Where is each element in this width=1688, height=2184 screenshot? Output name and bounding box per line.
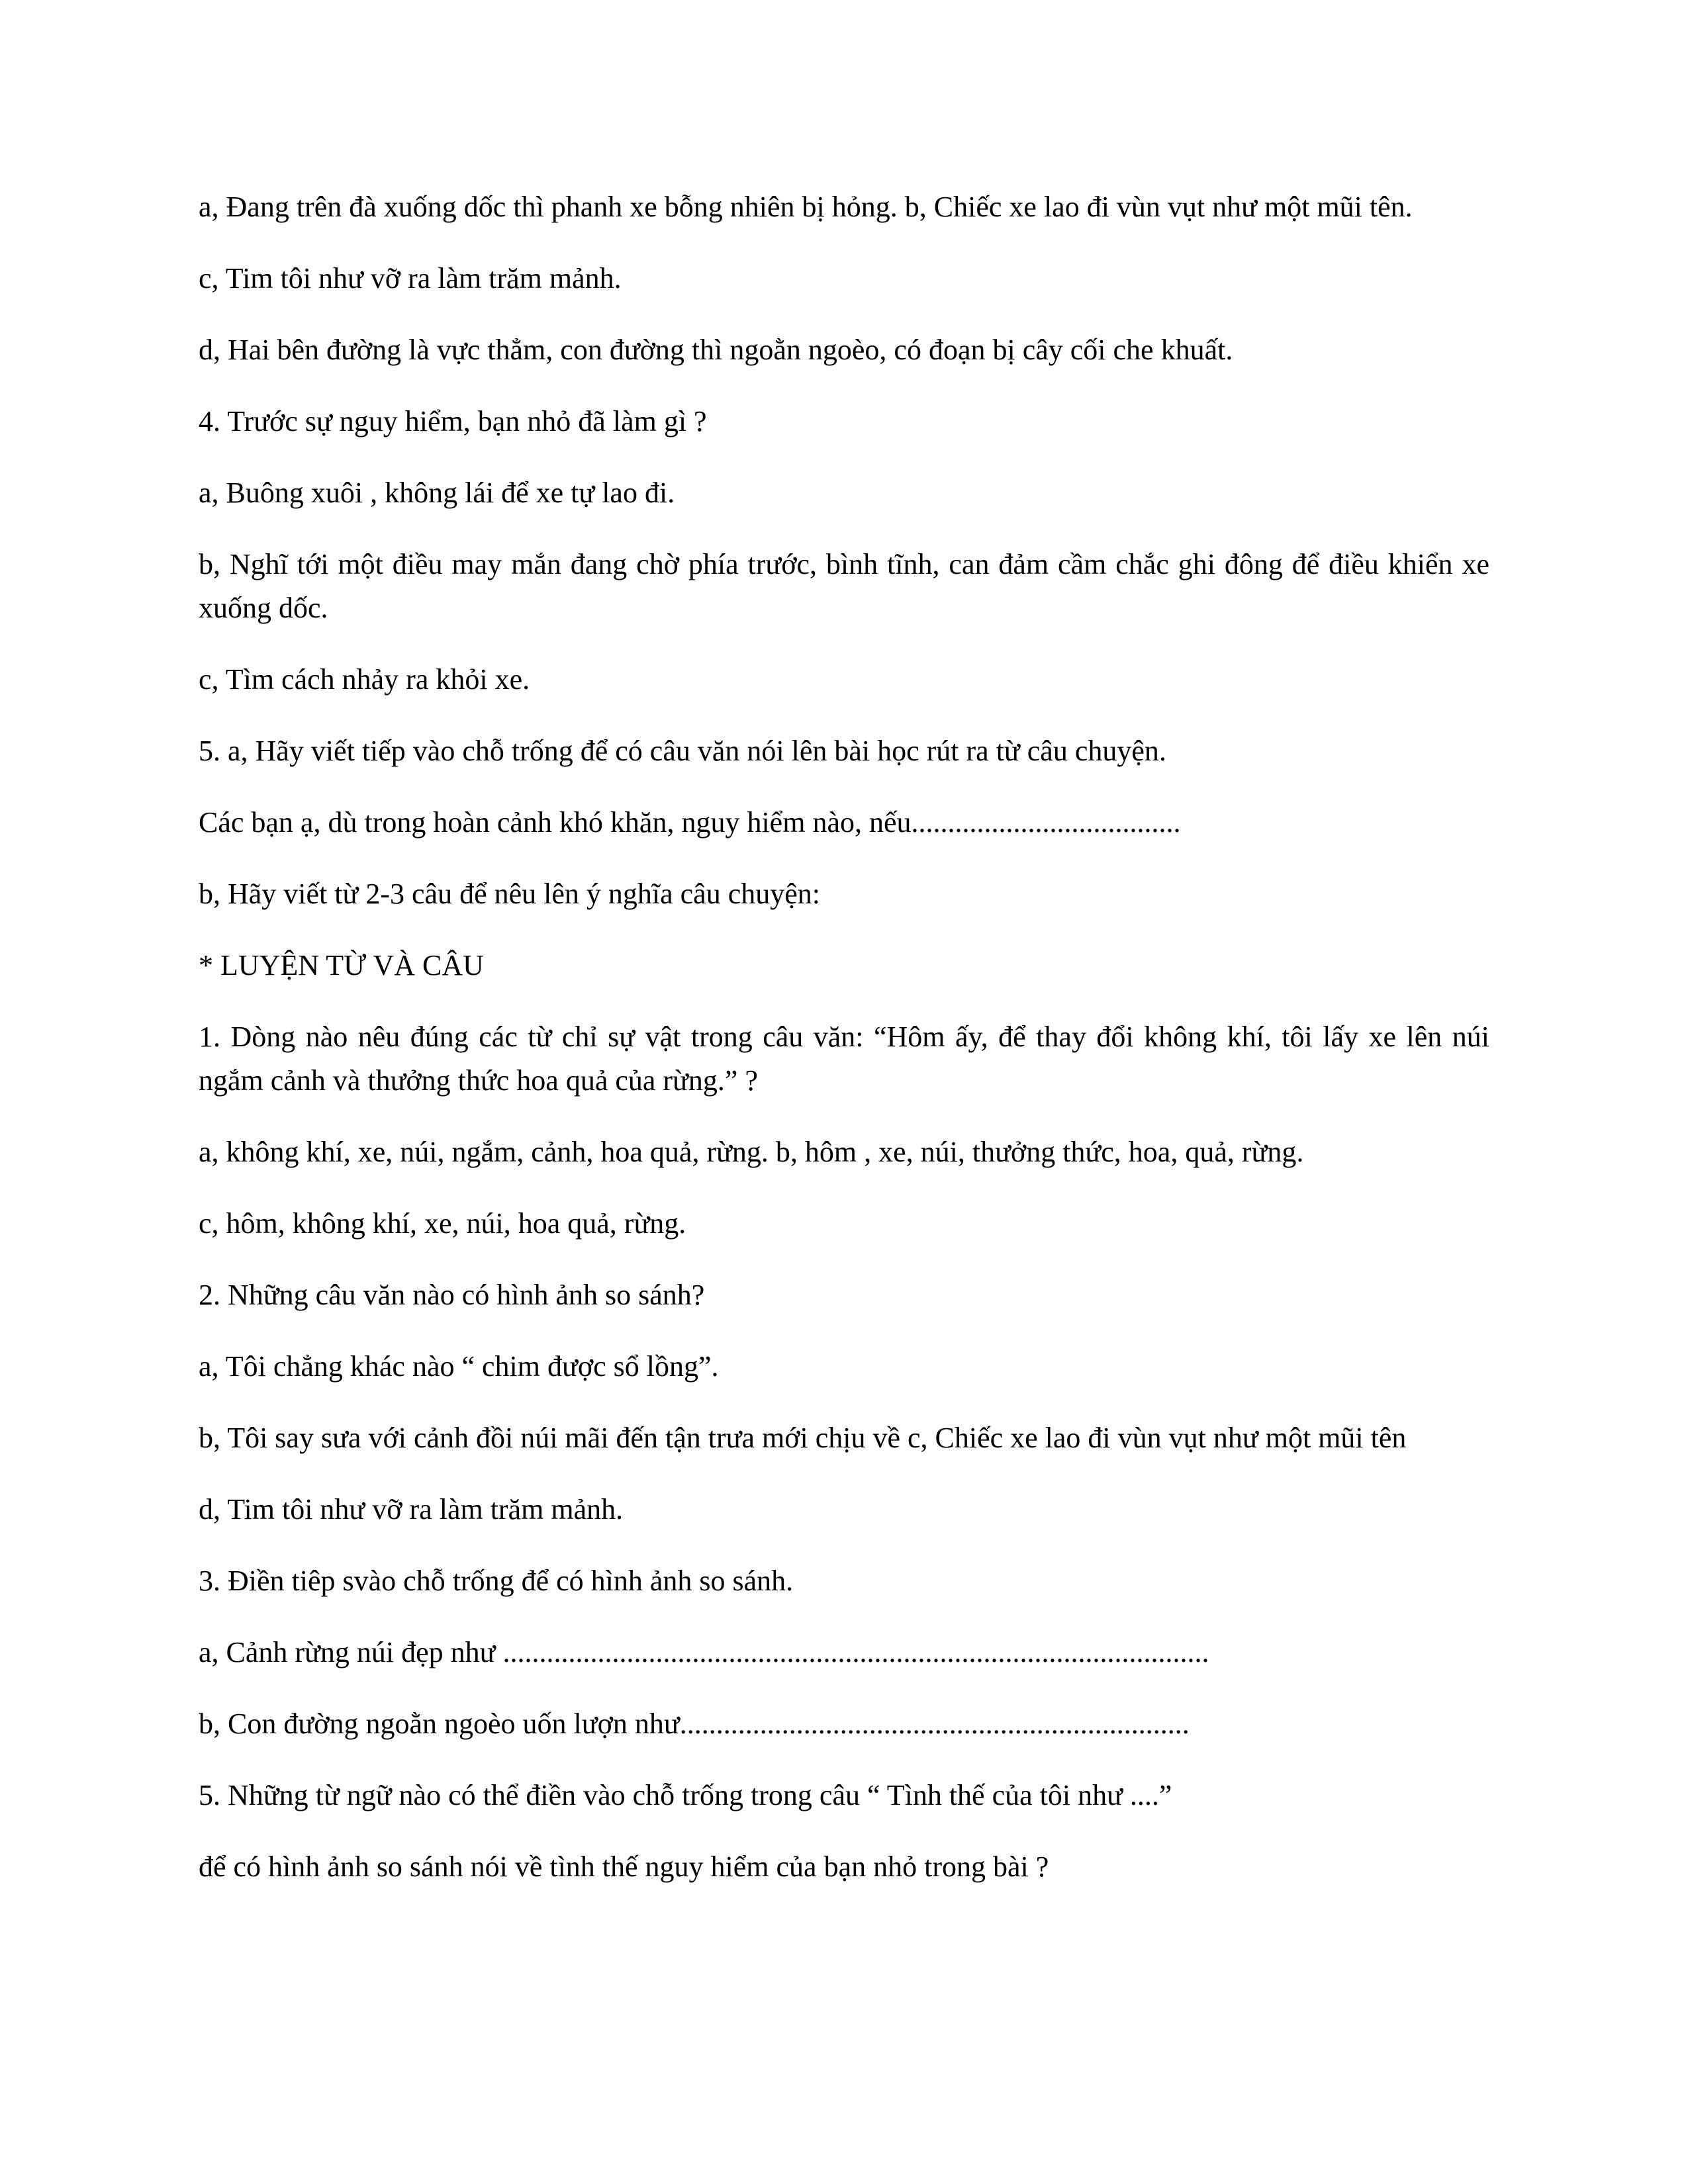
- fill-in-lesson: Các bạn ạ, dù trong hoàn cảnh khó khăn, nguy hiểm nào, nếu.....................................: [199, 806, 1181, 839]
- document-page: [199, 185, 1489, 1917]
- section-heading: * LUYỆN TỪ VÀ CÂU: [199, 949, 484, 981]
- option-4a: a, Buông xuôi , không lái để xe tự lao đi.: [199, 477, 675, 509]
- ltvc-question-5: 5. Những từ ngữ nào có thể điền vào chỗ trống trong câu “ Tình thế của tôi như ....”: [199, 1779, 1172, 1811]
- question-5b: b, Hãy viết từ 2-3 câu để nêu lên ý nghĩa câu chuyện:: [199, 878, 820, 910]
- ltvc-fill-3a: a, Cảnh rừng núi đẹp như .................................................................................................: [199, 1636, 1209, 1668]
- ltvc-option-2bc: b, Tôi say sưa với cảnh đồi núi mãi đến tận trưa mới chịu về c, Chiếc xe lao đi vùn vụt như một mũi tên: [199, 1422, 1407, 1454]
- ltvc-question-3: 3. Điền tiêp svào chỗ trống để có hình ảnh so sánh.: [199, 1565, 794, 1597]
- ltvc-question-2: 2. Những câu văn nào có hình ảnh so sánh?: [199, 1279, 705, 1311]
- ltvc-option-1ab: a, không khí, xe, núi, ngắm, cảnh, hoa quả, rừng. b, hôm , xe, núi, thưởng thức, hoa, quả, rừng.: [199, 1136, 1304, 1168]
- ltvc-option-2a: a, Tôi chẳng khác nào “ chim được sổ lồng”.: [199, 1350, 719, 1383]
- ltvc-question-5-cont: để có hình ảnh so sánh nói về tình thế nguy hiểm của bạn nhỏ trong bài ?: [199, 1850, 1049, 1883]
- option-4c: c, Tìm cách nhảy ra khỏi xe.: [199, 663, 530, 696]
- ltvc-question-1: 1. Dòng nào nêu đúng các từ chỉ sự vật trong câu văn: “Hôm ấy, để thay đổi không khí, tôi lấy xe lên núi ngắm cảnh và thưởng thức hoa quả của rừng.” ?: [199, 1021, 1489, 1097]
- question-4: 4. Trước sự nguy hiểm, bạn nhỏ đã làm gì ?: [199, 405, 707, 437]
- question-5a: 5. a, Hãy viết tiếp vào chỗ trống để có câu văn nói lên bài học rút ra từ câu chuyện.: [199, 735, 1166, 767]
- paragraph-2: c, Tim tôi như vỡ ra làm trăm mảnh.: [199, 262, 622, 295]
- ltvc-option-2d: d, Tim tôi như vỡ ra làm trăm mảnh.: [199, 1493, 624, 1525]
- option-4b: b, Nghĩ tới một điều may mắn đang chờ phía trước, bình tĩnh, can đảm cầm chắc ghi đông để điều khiển xe xuống dốc.: [199, 548, 1489, 624]
- ltvc-option-1c: c, hôm, không khí, xe, núi, hoa quả, rừng.: [199, 1207, 686, 1240]
- paragraph-3: d, Hai bên đường là vực thẳm, con đường thì ngoằn ngoèo, có đoạn bị cây cối che khuất.: [199, 334, 1233, 366]
- ltvc-fill-3b: b, Con đường ngoằn ngoèo uốn lượn như......................................................................: [199, 1707, 1190, 1740]
- paragraph-1: a, Đang trên đà xuống dốc thì phanh xe bỗng nhiên bị hỏng. b, Chiếc xe lao đi vùn vụt như một mũi tên.: [199, 191, 1413, 223]
